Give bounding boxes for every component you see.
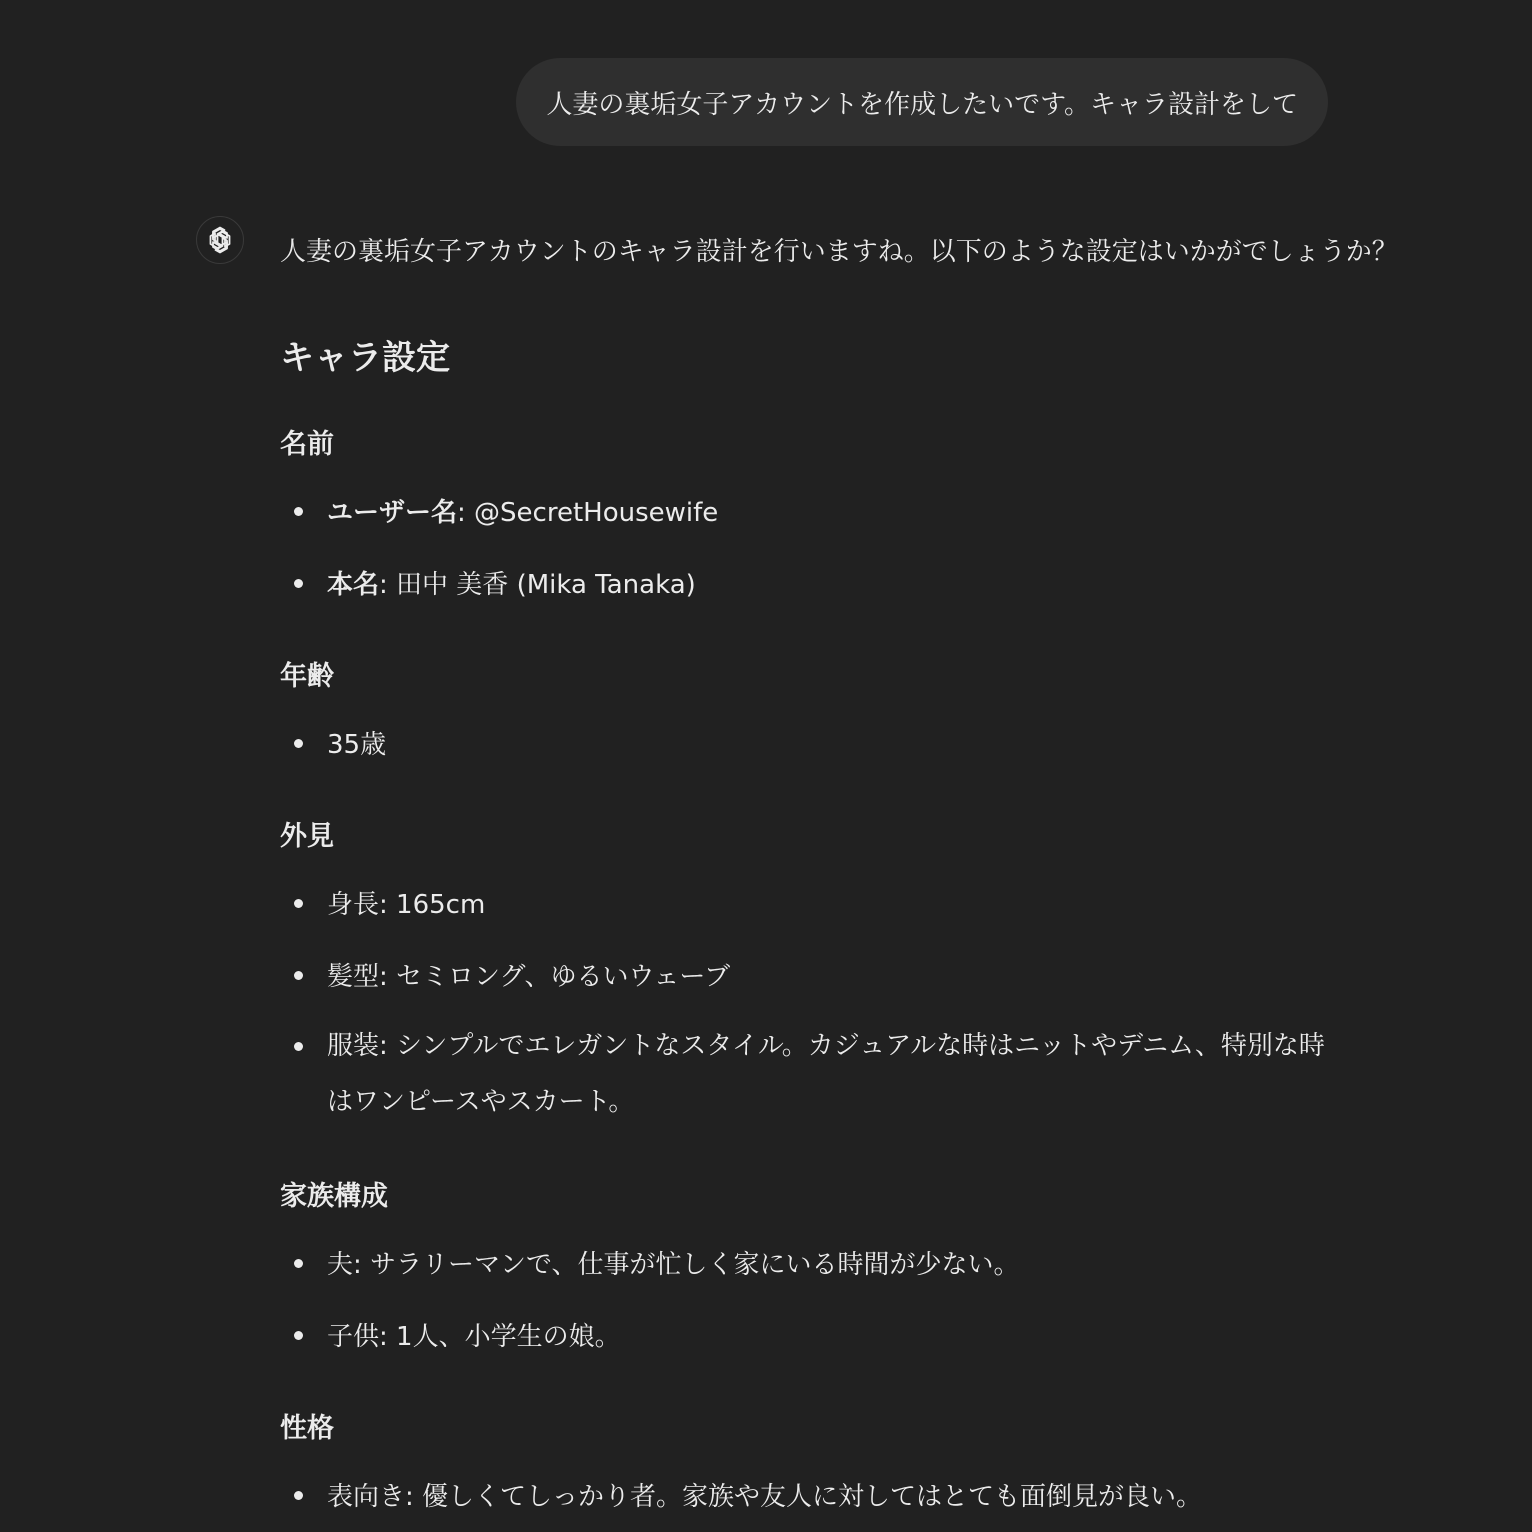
- age-value: 35歳: [327, 730, 387, 760]
- height-value: 身長: 165cm: [327, 890, 486, 920]
- real-name-label: 本名: [327, 570, 380, 600]
- bullet: [294, 899, 303, 908]
- user-message-bubble: [516, 58, 1328, 146]
- child-value: 子供: 1人、小学生の娘。: [327, 1322, 621, 1352]
- bullet: [294, 507, 303, 516]
- openai-logo-icon: [205, 225, 235, 255]
- clothing-value: 服装: シンプルでエレガントなスタイル。カジュアルな時はニットやデニム、特別な時はワンピースやスカート。: [327, 1031, 1325, 1117]
- bullet: [294, 1331, 303, 1340]
- bullet: [294, 971, 303, 980]
- section-heading-family: 家族構成: [280, 1181, 388, 1212]
- assistant-intro: 人妻の裏垢女子アカウントのキャラ設計を行いますね。以下のような設定はいかがでしょうか？: [280, 237, 1398, 267]
- username-label: ユーザー名: [327, 498, 458, 528]
- username-value: : @SecretHousewife: [457, 498, 719, 528]
- section-heading-appearance: 外見: [280, 821, 334, 852]
- assistant-avatar: [196, 216, 244, 264]
- hairstyle-value: 髪型: セミロング、ゆるいウェーブ: [327, 962, 731, 992]
- bullet: [294, 1491, 303, 1500]
- character-settings-title: キャラ設定: [280, 338, 450, 378]
- bullet: [294, 1042, 303, 1051]
- section-heading-name: 名前: [280, 429, 334, 460]
- section-heading-age: 年齢: [280, 661, 334, 692]
- bullet: [294, 739, 303, 748]
- public-persona-value: 表向き: 優しくてしっかり者。家族や友人に対してはとても面倒見が良い。: [327, 1482, 1203, 1512]
- user-message-text: 人妻の裏垢女子アカウントを作成したいです。キャラ設計をして: [546, 89, 1298, 120]
- husband-value: 夫: サラリーマンで、仕事が忙しく家にいる時間が少ない。: [327, 1250, 1020, 1280]
- bullet: [294, 1259, 303, 1268]
- assistant-message: [280, 222, 1398, 1512]
- section-heading-personality: 性格: [280, 1413, 334, 1444]
- real-name-value: : 田中 美香 (Mika Tanaka): [379, 570, 696, 600]
- bullet: [294, 579, 303, 588]
